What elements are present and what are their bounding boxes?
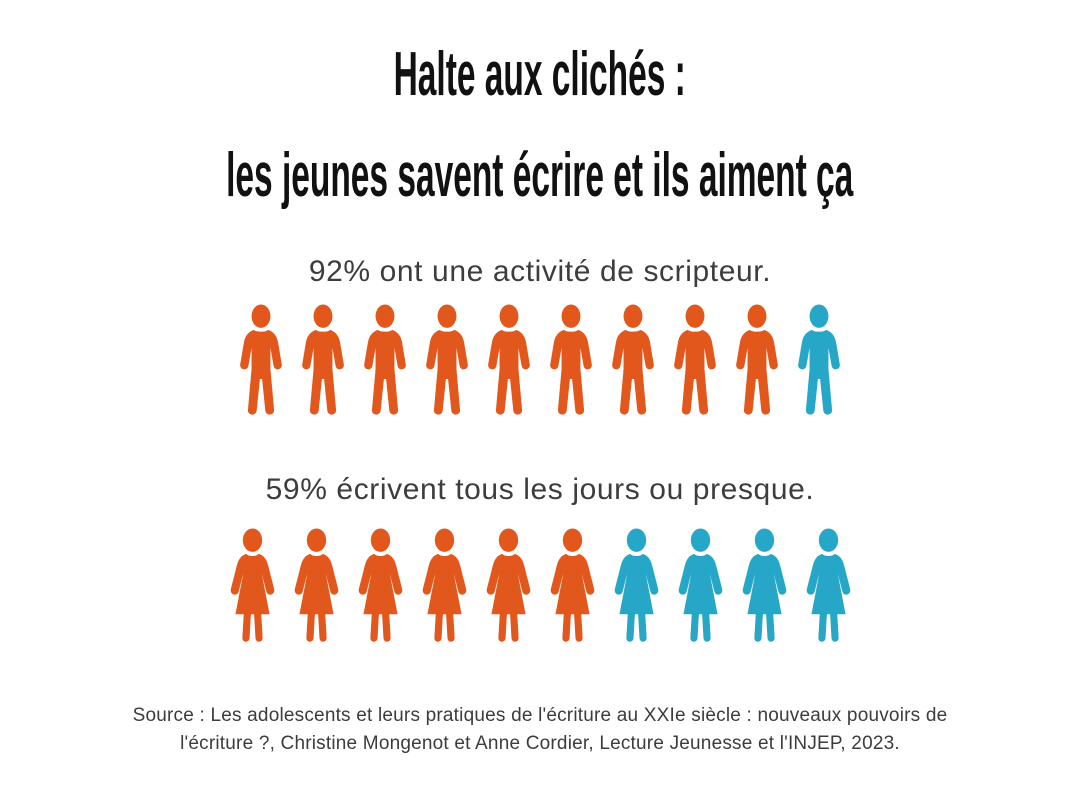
person-male-icon — [420, 304, 474, 417]
source-citation: Source : Les adolescents et leurs pratiques de l'écriture au XXIe siècle : nouveaux pouvoirs de l'écriture ?, Christine Mongenot et Anne Cordier, Lecture Jeunesse et l'INJEP, 2023. — [132, 704, 948, 755]
person-female-icon — [671, 528, 730, 646]
person-male-icon — [606, 304, 660, 417]
person-male-icon — [792, 304, 846, 417]
stat-label-writers: 92% ont une activité de scripteur. — [308, 254, 772, 288]
person-male-icon — [234, 304, 288, 417]
person-male-icon — [544, 304, 598, 417]
person-female-icon — [351, 528, 410, 646]
person-male-icon — [358, 304, 412, 417]
person-male-icon — [296, 304, 350, 417]
person-female-icon — [543, 528, 602, 646]
title-line-2: les jeunes savent écrire et ils aiment ça — [226, 140, 854, 210]
person-female-icon — [799, 528, 858, 646]
person-female-icon — [735, 528, 794, 646]
pictogram-row-daily — [223, 528, 858, 646]
person-male-icon — [668, 304, 722, 417]
person-female-icon — [287, 528, 346, 646]
person-female-icon — [479, 528, 538, 646]
stat-label-daily: 59% écrivent tous les jours ou presque. — [265, 472, 815, 506]
person-male-icon — [482, 304, 536, 417]
person-female-icon — [223, 528, 282, 646]
person-male-icon — [730, 304, 784, 417]
page-title — [0, 42, 1080, 210]
person-female-icon — [415, 528, 474, 646]
title-line-1: Halte aux clichés : — [393, 40, 687, 109]
pictogram-row-writers — [234, 304, 846, 417]
person-female-icon — [607, 528, 666, 646]
